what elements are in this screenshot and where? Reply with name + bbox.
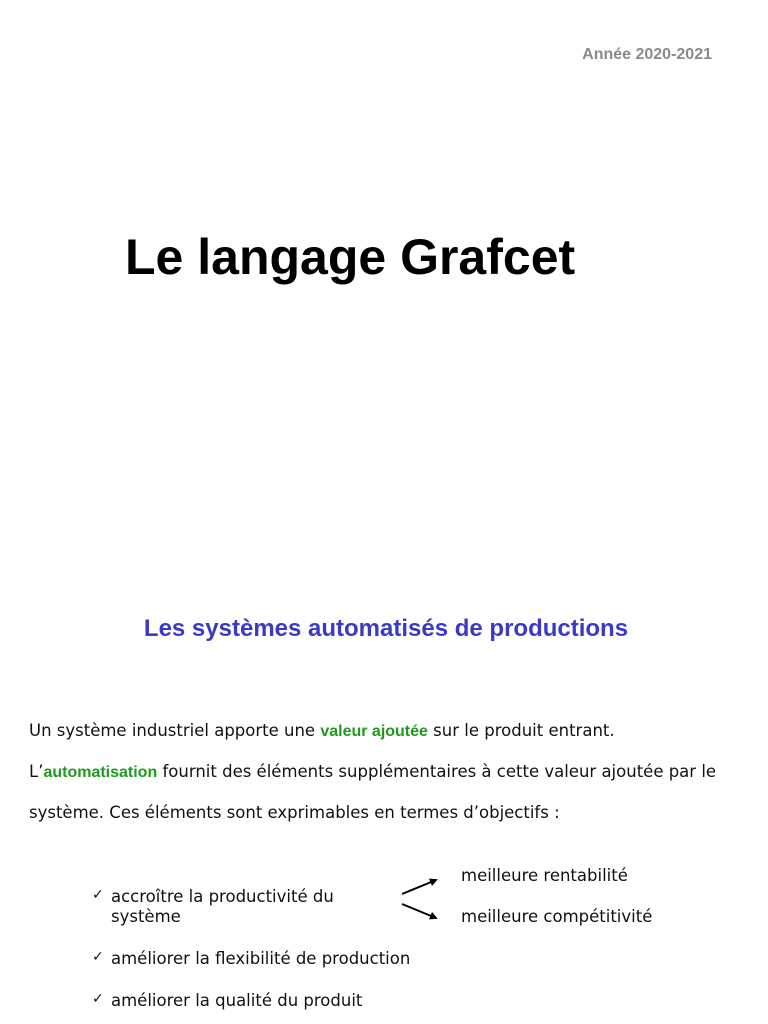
checkmark-icon: ✓ <box>92 991 104 1007</box>
objective-line-2: système <box>111 907 181 926</box>
objective-text: améliorer la qualité du produit <box>111 991 363 1010</box>
year-label: Année 2020-2021 <box>582 46 712 63</box>
highlight-valeur-ajoutee: valeur ajoutée <box>320 723 428 740</box>
page-title: Le langage Grafcet <box>125 229 576 285</box>
outcome-rentabilite: meilleure rentabilité <box>461 866 628 885</box>
intro-line-3: système. Ces éléments sont exprimables en termes d’objectifs : <box>29 803 560 822</box>
intro-line-2 <box>29 762 716 782</box>
highlight-automatisation: automatisation <box>43 764 158 781</box>
intro-line-1-text: Un système industriel apporte une <box>29 721 321 740</box>
branch-arrows-icon <box>398 872 444 926</box>
checkmark-icon: ✓ <box>92 949 104 965</box>
objective-line-1: accroître la productivité du <box>111 887 334 906</box>
objective-text: améliorer la flexibilité de production <box>111 949 411 968</box>
objective-text <box>111 887 334 927</box>
checkmark-icon: ✓ <box>92 887 104 903</box>
intro-line-2-text: fournit des éléments supplémentaires à cette valeur ajoutée par le <box>157 762 717 781</box>
intro-line-1 <box>29 721 615 741</box>
outcome-competitivite: meilleure compétitivité <box>461 907 653 926</box>
section-title: Les systèmes automatisés de productions <box>143 615 629 642</box>
intro-line-2-start: L’ <box>29 762 44 781</box>
intro-line-1-end: sur le produit entrant. <box>427 721 615 740</box>
